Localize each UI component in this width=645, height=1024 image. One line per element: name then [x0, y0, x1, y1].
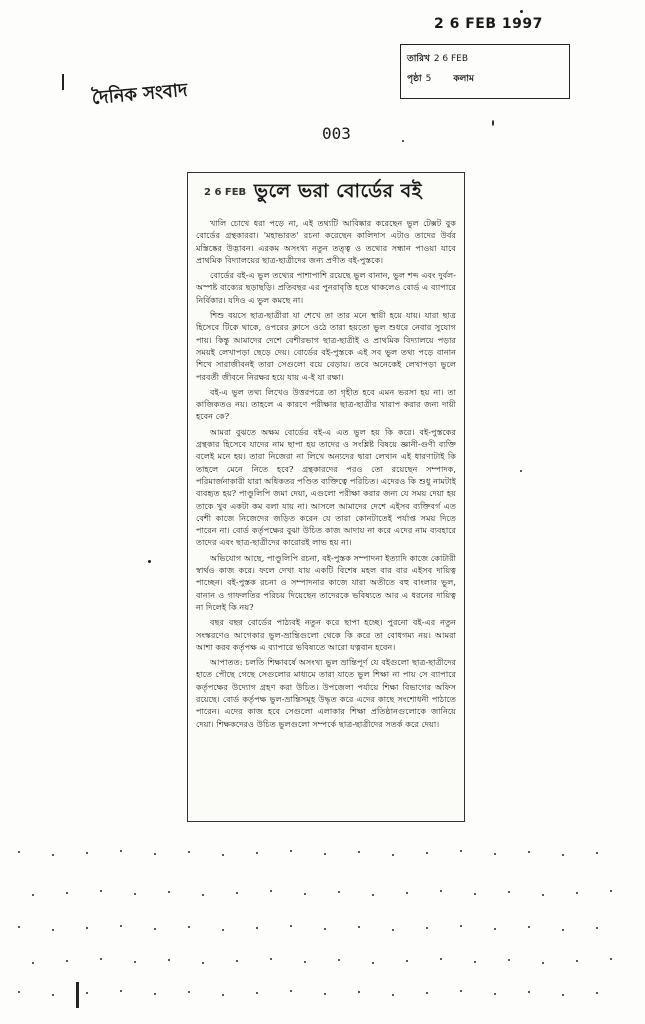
scan-speck — [100, 890, 102, 892]
scan-speck — [290, 925, 292, 927]
scan-speck — [202, 962, 204, 964]
scan-speck — [222, 994, 224, 996]
scan-speck — [474, 893, 476, 895]
newspaper-clipping — [187, 172, 465, 822]
article-paragraph: আমরা বুঝতে অক্ষম বোর্ডের বই-এ এত ভুল হয় কি করে। বই-পুস্তকের গ্রন্থকার হিসেবে যাদের নাম ছাপা হয় তাদের ও সংশ্লিষ্ট বিষয়ে জ্ঞানী-গুণী ব্যক্তি বলেই মনে হয়। তারা নিজেরা না লিখে অন্যদের দ্বারা লেখান এই ধারণাটাই কি তাহলে মেনে নিতে হবে? গ্রন্থকারদের পরও তো রয়েছেন সম্পাদক, পরিমার্জনাকারী যারা অধিকতর পণ্ডিত ব্যক্তিত্বে পরিচিত। এদেরও কি শুধু নামটাই ব্যবহৃত হয়? পাণ্ডুলিপি জমা দেয়া, এগুলো পরীক্ষা করার জন্য যে সময় দেয়া হয় তাকে খুব একটা কম বলা যায় না। আসলে আমাদের দেশে এইসব ব্যক্তিবর্গ এত বেশী কাজে নিজেদের জড়িত করেন যে তারা কোনটাতেই পর্যাপ্ত সময় দিতে পারেন না। বোর্ড কর্তৃপক্ষের বুঝা উচিত কাজ আদায় না করে এদের নাম ব্যবহারে তাদের এবং ছাত্র-ছাত্রীদের কারোরই লাভ হয় না। — [196, 426, 456, 548]
scan-speck — [508, 891, 510, 893]
scan-speck — [324, 928, 326, 930]
scan-speck — [86, 992, 88, 994]
scan-speck — [596, 992, 598, 994]
scan-speck — [18, 991, 20, 993]
scan-speck — [66, 892, 68, 894]
scan-speck — [562, 929, 564, 931]
scan-speck — [528, 991, 530, 993]
scan-speck — [596, 852, 598, 854]
scan-speck — [154, 853, 156, 855]
article-paragraph: বছর বছর বোর্ডের পাঠ্যবই নতুন করে ছাপা হচ্ছে। পুরনো বই-এর নতুন সংস্করণেও আগেকার ভুল-ভ্রান্তিগুলো থেকে কি করে তা বোধগম্য নয়। আমরা আশা করব কর্তৃপক্ষ এ ব্যাপারে ভবিষ্যতে আরো যত্নবান হবেন। — [196, 617, 456, 652]
scan-speck — [324, 853, 326, 855]
scan-speck — [474, 961, 476, 963]
scan-speck — [520, 10, 523, 13]
scan-speck — [154, 993, 156, 995]
scan-speck — [338, 891, 340, 893]
scan-speck — [270, 890, 272, 892]
scan-speck — [460, 850, 462, 852]
scan-speck — [440, 890, 442, 892]
scan-speck — [270, 958, 272, 960]
scan-speck — [528, 926, 530, 928]
scan-speck — [188, 991, 190, 993]
reference-box — [400, 44, 570, 99]
ref-page-value: 5 — [425, 74, 432, 84]
article-paragraph: খালি চোখে ধরা পড়ে না, এই তথ্যটি আবিষ্কার করেছেন ভুল টেক্সট বুক বোর্ডের গ্রন্থকাররা। 'মহাভারত' রচনা করেছেন কালিদাস এটাও তাদের উর্বর মস্তিষ্কের উদ্ভাবন। এরকম অসংখ্য নতুন তত্ত্ব ও তথ্যের সন্ধান পাওয়া যাবে প্রাথমিক বিদ্যালয়ের ছাত্র-ছাত্রীদের জন্য প্রণীত বই-পুস্তকে। — [196, 218, 456, 265]
article-paragraph: শিশু বয়সে ছাত্র-ছাত্রীরা যা শেখে তা তার মনে স্থায়ী হয়ে যায়। যারা ছাত্র হিসেবে টিকে থাকে, ওপরের ক্লাসে ওঠে তারা হয়তো ভুল শুধরে নেবার সুযোগ পায়। কিন্তু আমাদের দেশে বেশীরভাগ ছাত্র-ছাত্রীই ও প্রাথমিক বিদ্যালয়ে পড়ার সময়ই লেখাপড়া ছেড়ে দেয়। বোর্ডের বই-পুস্তকে এই সব ভুল তথ্য পড়ে বানান শিখে সারাজীবনই তারা সেগুলো বয়ে বেড়ায়। তবে অনেকেই লেখাপড়া ভুলে পরবর্তী জীবনে নিরক্ষর হয়ে যায় এ-ই যা রক্ষা। — [196, 310, 456, 382]
scan-speck — [222, 854, 224, 856]
scan-speck — [188, 851, 190, 853]
scan-speck — [324, 993, 326, 995]
scan-speck — [610, 890, 612, 892]
ref-page-label: পৃষ্ঠা — [407, 74, 422, 84]
scan-speck — [392, 994, 394, 996]
newspaper-source-label: দৈনিক সংবাদ — [90, 79, 189, 109]
scan-speck — [222, 929, 224, 931]
scan-speck — [86, 852, 88, 854]
article-paragraph: বোর্ডের বই-এ ভুল তথ্যের পাশাপাশি রয়েছে ভুল বানান, ভুল শব্দ এবং দুর্বল-অস্পষ্ট বাক্যের ছড়াছড়ি। প্রতিবছর এর পুনরাবৃত্তি হতে থাকলেও বোর্ড এ ব্যাপারে নির্বিকার। যদিও এ ভুল কমছে না। — [196, 270, 456, 305]
scan-speck — [440, 958, 442, 960]
scan-speck — [562, 994, 564, 996]
scan-speck — [372, 962, 374, 964]
ref-column-label: কলাম — [453, 74, 474, 84]
page-number: 003 — [322, 124, 351, 143]
scan-speck — [528, 851, 530, 853]
scan-speck — [86, 927, 88, 929]
scan-speck — [392, 929, 394, 931]
scan-speck — [358, 991, 360, 993]
scan-speck — [256, 992, 258, 994]
scan-speck — [596, 927, 598, 929]
scan-speck — [406, 892, 408, 894]
scan-speck — [460, 925, 462, 927]
scan-speck — [508, 959, 510, 961]
scan-speck — [426, 927, 428, 929]
scan-speck — [154, 928, 156, 930]
scan-speck — [542, 894, 544, 896]
scan-speck — [338, 959, 340, 961]
scan-speck — [358, 926, 360, 928]
scan-speck — [236, 960, 238, 962]
scan-speck — [426, 992, 428, 994]
scan-speck — [494, 993, 496, 995]
article-paragraph: বই-এ ভুল তথ্য লিখেও উত্তরপত্রে তা গৃহীত হবে এমন ভরসা হয় না। তা কাজিকতও নয়। তাহলে এ কারণে পরীক্ষার ছাত্র-ছাত্রীর খারাপ করার জন্য দায়ী হবেন কে? — [196, 386, 456, 422]
article-body — [188, 211, 464, 737]
scan-speck — [236, 892, 238, 894]
scan-speck — [32, 962, 34, 964]
scan-speck — [120, 990, 122, 992]
date-stamp: 2 6 FEB 1997 — [434, 16, 543, 32]
scan-speck — [290, 850, 292, 852]
ref-date-label: তারিখ — [407, 54, 430, 64]
scan-speck — [168, 959, 170, 961]
scan-speck — [18, 926, 20, 928]
scan-speck — [494, 853, 496, 855]
scan-speck — [494, 928, 496, 930]
scan-speck — [460, 990, 462, 992]
scan-speck — [168, 891, 170, 893]
scan-speck — [426, 852, 428, 854]
article-paragraph: আপাতত: চলতি শিক্ষাবর্ষে অসংখ্য ভুল ভ্রান্তিপূর্ণ যে বইগুলো ছাত্র-ছাত্রীদের হাতে পৌছে গেছে সেগুলোর মাধ্যমে তারা যাতে ভুল শিক্ষা না পায় সে ব্যাপারে কর্তৃপক্ষের উদ্যোগ গ্রহণ করা উচিত। উপজেলা পর্যায়ে শিক্ষা বিভাগের অফিস রয়েছে। বোর্ড কর্তৃপক্ষ ভুল-ভ্রান্তিসমূহ উদ্ধৃত করে এদের কাছে সংশোধনী পাঠাতে পারেন। এদের কাজ হবে সেগুলো এলাকার শিক্ষা প্রতিষ্ঠানগুলোকে জানিয়ে দেয়া। শিক্ষকদেরও উচিত ভুলগুলো সম্পর্কে ছাত্র-ছাত্রীদের সতর্ক করে দেয়া। — [196, 657, 456, 729]
scan-speck — [188, 926, 190, 928]
scan-speck — [402, 140, 404, 142]
scan-speck — [256, 927, 258, 929]
scan-speck — [576, 960, 578, 962]
scan-speck — [52, 994, 54, 996]
clipping-date-stamp: 2 6 FEB — [204, 187, 247, 198]
article-paragraph: অভিযোগ আছে, পাণ্ডুলিপি রচনা, বই-পুস্তক সম্পাদনা ইত্যাদি কাজে কোটারী স্বার্থও কাজ করে। ফলে দেখা যায় একটি বিশেষ মহল বার বার এইসব দায়িত্ব পাচ্ছেন। বই-পুস্তক রচনা ও সম্পাদনার কাজে যারা অতীতে বহু বাংলার ভুল, বানান ও গাফলতির পরিচয় দিয়েছেন তাদেরকে ভবিষ্যতে আর এ ধরনের দায়িত্ব না দিলেই কি নয়? — [196, 552, 456, 612]
scan-speck — [66, 960, 68, 962]
scan-speck — [134, 893, 136, 895]
scan-speck — [290, 990, 292, 992]
scan-speck — [358, 851, 360, 853]
scan-speck — [100, 958, 102, 960]
scan-speck — [52, 854, 54, 856]
ref-page-row — [407, 69, 563, 89]
scan-speck — [304, 961, 306, 963]
scan-speck — [392, 854, 394, 856]
scan-speck — [610, 958, 612, 960]
ref-date-row — [407, 49, 563, 69]
scan-speck — [120, 925, 122, 927]
scan-speck — [148, 560, 151, 563]
scan-speck — [562, 854, 564, 856]
scan-speck — [576, 892, 578, 894]
scan-speck — [134, 961, 136, 963]
scan-speck — [18, 851, 20, 853]
scan-speck — [304, 893, 306, 895]
scan-speck — [120, 850, 122, 852]
scan-speck — [256, 852, 258, 854]
ref-date-value: 2 6 FEB — [433, 54, 469, 64]
scan-speck — [542, 962, 544, 964]
scan-speck — [520, 470, 522, 472]
scan-speck — [492, 120, 494, 126]
scan-speck — [52, 929, 54, 931]
scan-speck — [372, 894, 374, 896]
scan-speck — [406, 960, 408, 962]
scan-mark — [76, 982, 79, 1008]
article-headline: ভুলে ভরা বোর্ডের বই — [253, 180, 423, 202]
scan-mark — [62, 74, 64, 90]
scan-speck — [202, 894, 204, 896]
scan-speck — [32, 894, 34, 896]
